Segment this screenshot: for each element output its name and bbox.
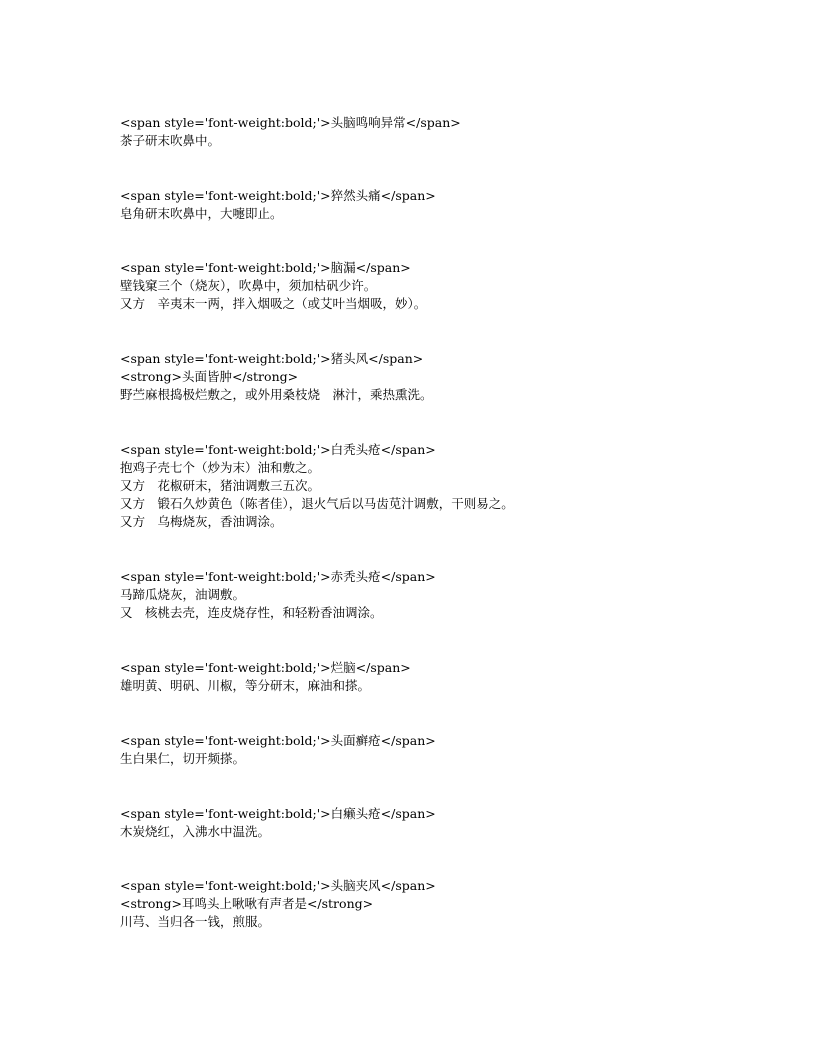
entry-text: 川芎、当归各一钱，煎服。 (120, 914, 271, 929)
entry-text: 又方 花椒研末，猪油调敷三五次。 (120, 478, 321, 493)
entry-text: 生白果仁，切开频搽。 (120, 751, 246, 766)
entry-subtitle: <strong>头面皆肿</strong> (120, 369, 299, 384)
entry-title: <span style='font-weight:bold;'>头脑夹风</span> (120, 878, 436, 893)
entry-text: 又方 锻石久炒黄色（陈者佳），退火气后以马齿苋汁调敷，干则易之。 (120, 496, 514, 511)
entry-white-scab (120, 805, 760, 841)
entry-sudden-headache (120, 187, 760, 223)
entry-title: <span style='font-weight:bold;'>赤秃头疮</span> (120, 569, 436, 584)
entry-title: <span style='font-weight:bold;'>脑漏</span> (120, 260, 411, 275)
entry-text: 雄明黄、明矾、川椒，等分研末，麻油和搽。 (120, 678, 371, 693)
entry-text: 野苎麻根捣极烂敷之，或外用桑枝烧 淋汁，乘热熏洗。 (120, 387, 433, 402)
entry-text: 又 核桃去壳，连皮烧存性，和轻粉香油调涂。 (120, 605, 383, 620)
entry-title: <span style='font-weight:bold;'>白癞头疮</span> (120, 806, 436, 821)
entry-title: <span style='font-weight:bold;'>头面癣疮</span> (120, 733, 436, 748)
entry-text: 又方 辛夷末一两，拌入烟吸之（或艾叶当烟吸，妙）。 (120, 296, 427, 311)
entry-text: 马蹄瓜烧灰，油调敷。 (120, 587, 246, 602)
entry-head-noise (120, 114, 760, 150)
entry-title: <span style='font-weight:bold;'>猪头风</span> (120, 351, 424, 366)
entry-title: <span style='font-weight:bold;'>猝然头痛</span> (120, 188, 436, 203)
entry-title: <span style='font-weight:bold;'>白秃头疮</span> (120, 442, 436, 457)
entry-face-ringworm (120, 732, 760, 768)
entry-rotten-brain (120, 659, 760, 695)
entry-text: 抱鸡子壳七个（炒为末）油和敷之。 (120, 460, 321, 475)
entry-text: 木炭烧红，入沸水中温洗。 (120, 824, 271, 839)
entry-title: <span style='font-weight:bold;'>烂脑</span> (120, 660, 411, 675)
entry-text: 茶子研末吹鼻中。 (120, 133, 221, 148)
entry-subtitle: <strong>耳鸣头上啾啾有声者是</strong> (120, 896, 374, 911)
entry-white-scalp-sore (120, 441, 760, 531)
entry-pig-head-wind (120, 350, 760, 404)
entry-red-scalp-sore (120, 568, 760, 622)
entry-text: 壁钱窠三个（烧灰），吹鼻中，须加枯矾少许。 (120, 278, 377, 293)
entry-title: <span style='font-weight:bold;'>头脑鸣响异常</span> (120, 115, 461, 130)
entry-nasal-leak (120, 259, 760, 313)
entry-head-wind (120, 877, 760, 931)
entry-text: 又方 乌梅烧灰，香油调涂。 (120, 514, 283, 529)
entry-text: 皂角研末吹鼻中，大嚏即止。 (120, 206, 283, 221)
